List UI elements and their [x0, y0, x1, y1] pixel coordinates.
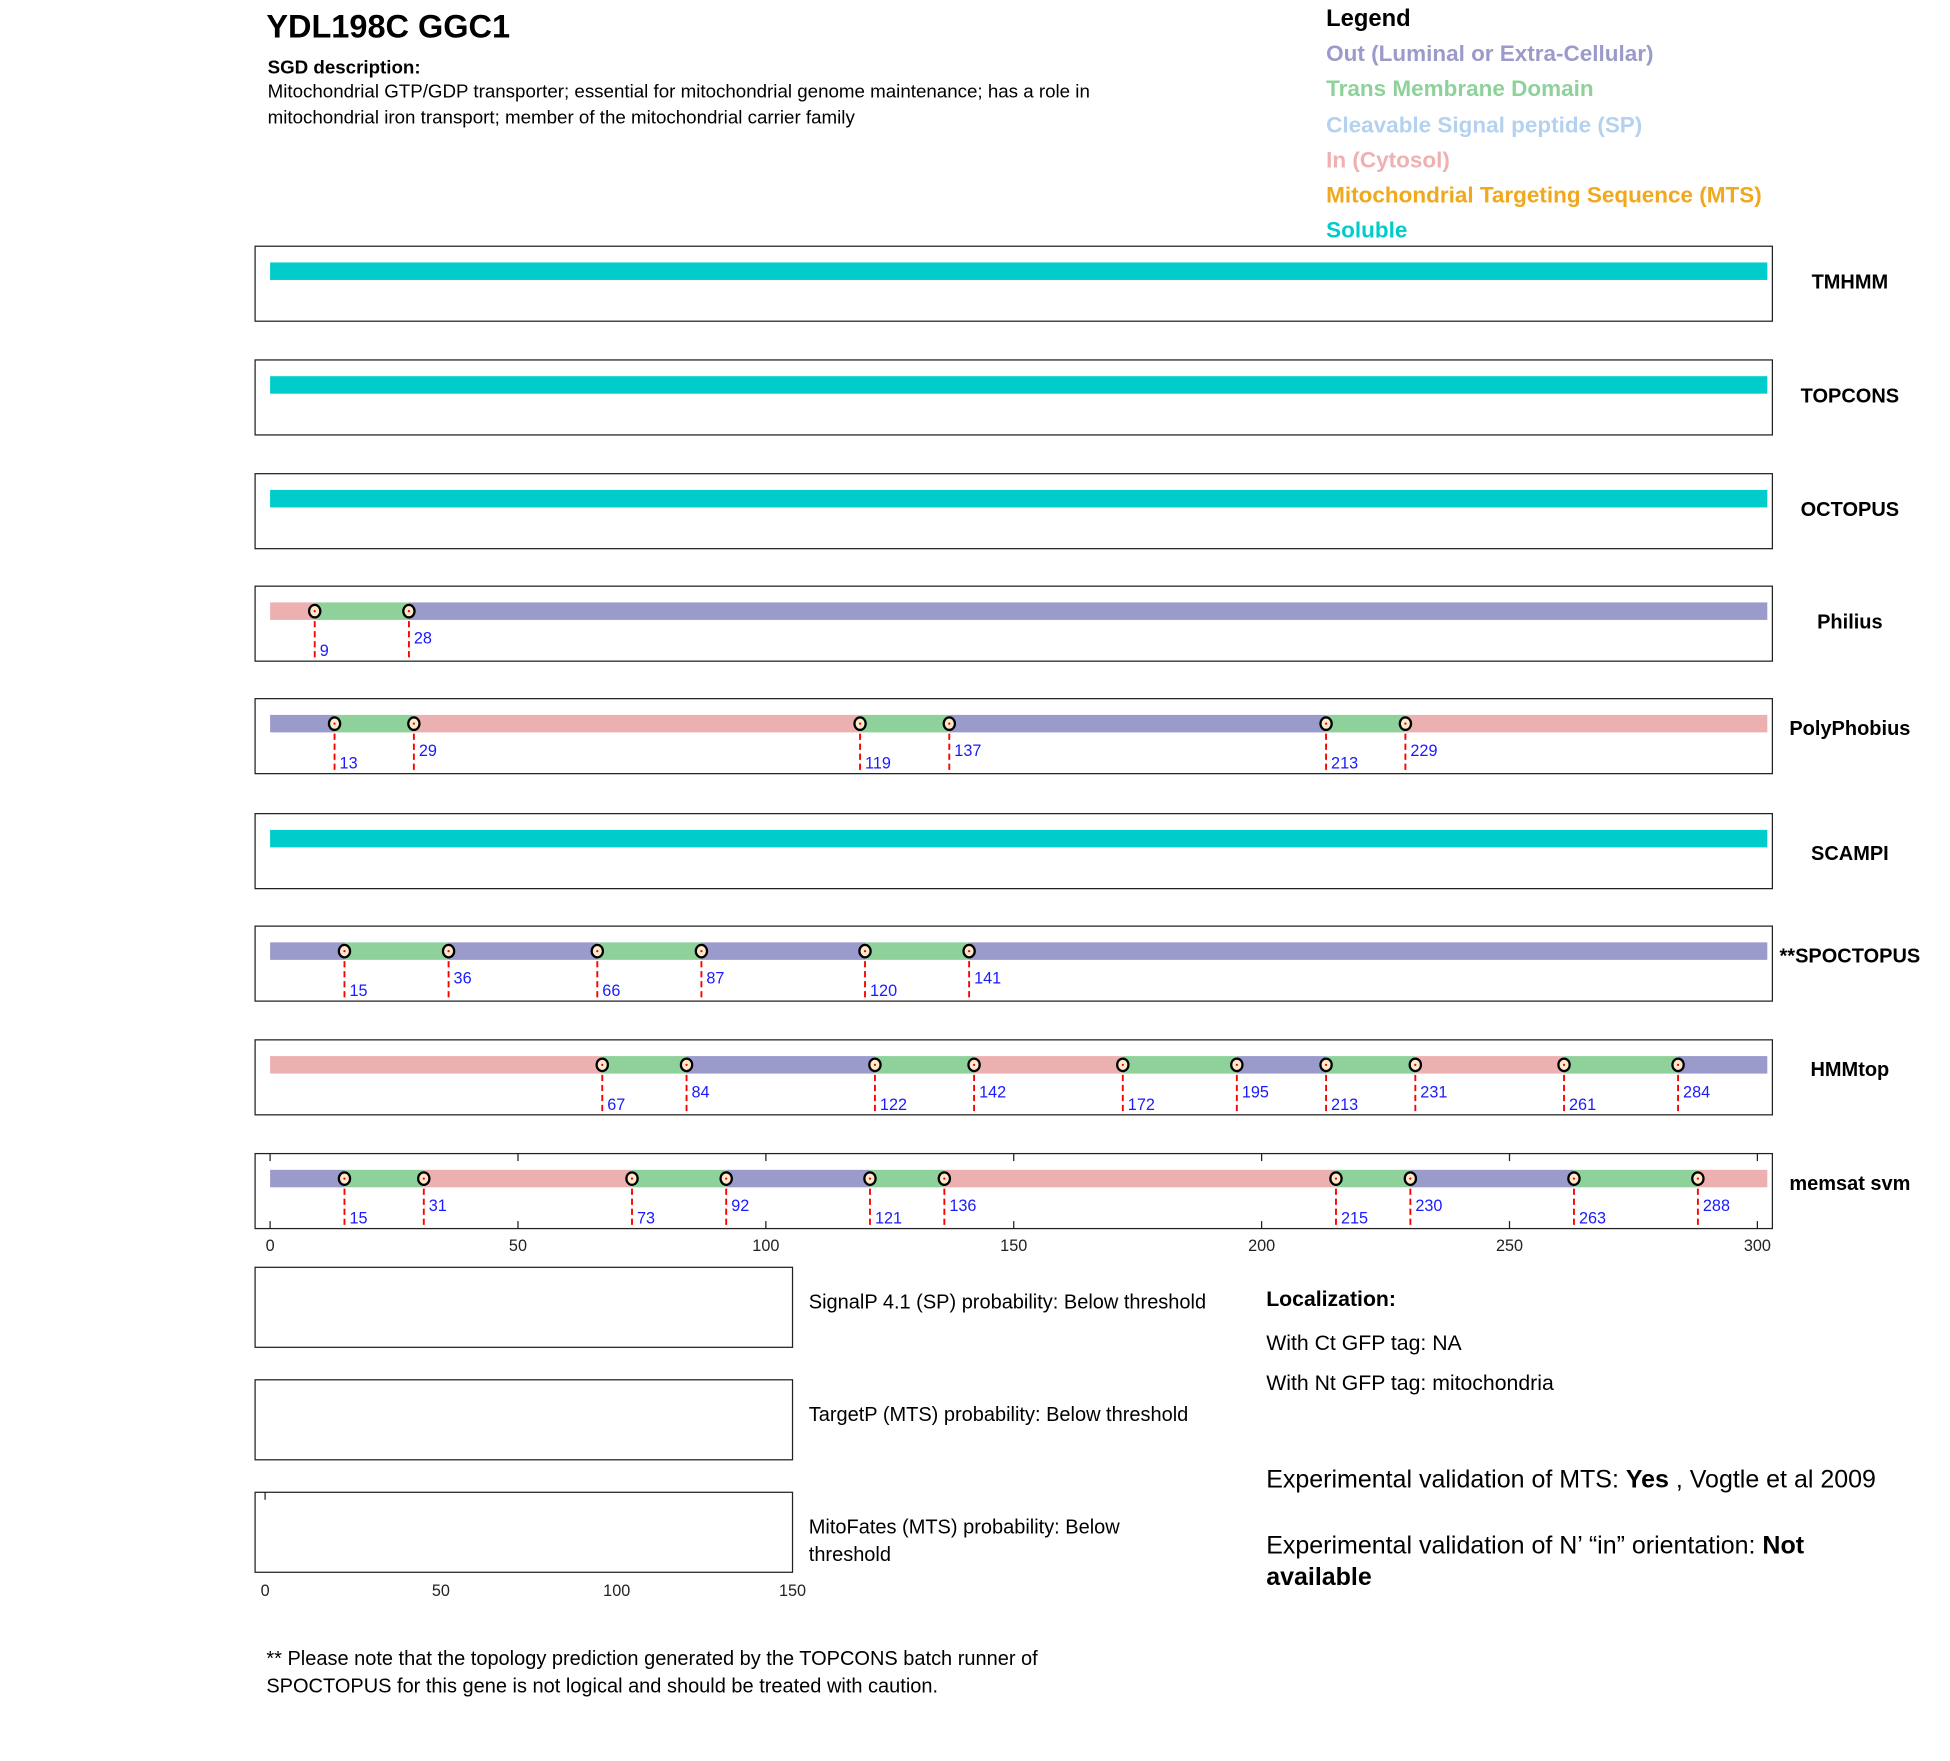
- boundary-label: 231: [1420, 1083, 1448, 1102]
- segment-tm: [315, 602, 409, 619]
- boundary-label: 31: [428, 1197, 447, 1216]
- track-label: **SPOCTOPUS: [1779, 945, 1921, 968]
- boundary-label: 263: [1578, 1209, 1607, 1228]
- segment-tm: [1326, 1056, 1415, 1073]
- boundary-label: 195: [1241, 1083, 1269, 1102]
- probability-panel-frame: [255, 1380, 792, 1460]
- boundary-marker-dot: [1325, 1064, 1327, 1066]
- boundary-label: 87: [706, 969, 725, 988]
- axis-tick-label: 300: [1743, 1237, 1771, 1256]
- probability-text: threshold: [808, 1544, 891, 1567]
- segment-out: [687, 1056, 875, 1073]
- boundary-label: 141: [974, 969, 1002, 988]
- boundary-label: 66: [602, 982, 621, 1001]
- boundary-marker-dot: [725, 1177, 727, 1179]
- segment-tm: [1336, 1170, 1410, 1187]
- footnote-line: ** Please note that the topology prediction generated by the TOPCONS batch runner of: [266, 1647, 1038, 1670]
- segment-out: [270, 715, 334, 732]
- track-label: Philius: [1817, 611, 1883, 634]
- boundary-marker-dot: [1236, 1064, 1238, 1066]
- boundary-marker-dot: [343, 1177, 345, 1179]
- localization-title: Localization:: [1266, 1287, 1396, 1312]
- track-label: HMMtop: [1810, 1059, 1890, 1082]
- boundary-label: 36: [453, 969, 472, 988]
- segment-out: [270, 1170, 344, 1187]
- segment-tm: [344, 942, 448, 959]
- boundary-label: 284: [1683, 1083, 1711, 1102]
- orientation-validation-cont: available: [1266, 1562, 1372, 1591]
- boundary-label: 67: [607, 1095, 626, 1114]
- segment-tm: [870, 1170, 944, 1187]
- boundary-marker-dot: [596, 950, 598, 952]
- boundary-marker-dot: [1325, 723, 1327, 725]
- footnote-line: SPOCTOPUS for this gene is not logical and should be treated with caution.: [266, 1675, 939, 1698]
- track-label: memsat svm: [1789, 1172, 1911, 1195]
- segment-out: [1678, 1056, 1767, 1073]
- legend-item-soluble: Soluble: [1326, 217, 1408, 243]
- track-philius: [255, 586, 1883, 661]
- boundary-label: 229: [1410, 742, 1438, 761]
- boundary-label: 230: [1415, 1197, 1443, 1216]
- boundary-label: 9: [319, 642, 329, 661]
- boundary-marker-dot: [314, 610, 316, 612]
- description-line: mitochondrial iron transport; member of the mitochondrial carrier family: [267, 106, 855, 128]
- track-hmmtop: [255, 1040, 1889, 1115]
- boundary-marker-dot: [1563, 1064, 1565, 1066]
- segment-soluble: [270, 376, 1767, 393]
- segment-in: [974, 1056, 1123, 1073]
- sgd-label: SGD description:: [267, 56, 421, 78]
- track-frame: [255, 246, 1772, 321]
- track-polyphobius: [255, 699, 1910, 774]
- track-frame: [255, 1040, 1772, 1115]
- segment-soluble: [270, 490, 1767, 507]
- track-scampi: [255, 814, 1889, 889]
- segment-out: [701, 942, 865, 959]
- segment-in: [270, 1056, 602, 1073]
- track-frame: [255, 699, 1772, 774]
- segment-tm: [1564, 1056, 1678, 1073]
- boundary-label: 215: [1340, 1209, 1369, 1228]
- boundary-label: 122: [879, 1095, 908, 1114]
- boundary-marker-dot: [601, 1064, 603, 1066]
- segment-in: [944, 1170, 1336, 1187]
- segment-in: [1405, 715, 1767, 732]
- boundary-label: 288: [1702, 1197, 1730, 1216]
- segment-tm: [865, 942, 969, 959]
- boundary-marker-dot: [700, 950, 702, 952]
- boundary-marker-dot: [413, 723, 415, 725]
- boundary-marker-dot: [943, 1177, 945, 1179]
- probability-panel-frame: [255, 1267, 792, 1347]
- axis-tick-label: 100: [752, 1237, 780, 1256]
- boundary-marker-dot: [1335, 1177, 1337, 1179]
- localization-ct: With Ct GFP tag: NA: [1266, 1330, 1462, 1355]
- mts-validation: Experimental validation of MTS: Yes , Vogtle et al 2009: [1266, 1465, 1876, 1494]
- track-frame: [255, 360, 1772, 435]
- axis-tick-label: 150: [778, 1582, 807, 1601]
- segment-tm: [1123, 1056, 1237, 1073]
- track-frame: [255, 926, 1772, 1001]
- segment-out: [726, 1170, 870, 1187]
- boundary-label: 172: [1127, 1095, 1155, 1114]
- track-tmhmm: [255, 246, 1888, 321]
- axis-tick-label: 100: [603, 1582, 631, 1601]
- boundary-marker-dot: [408, 610, 410, 612]
- track-label: OCTOPUS: [1800, 499, 1900, 522]
- legend-item-mts: Mitochondrial Targeting Sequence (MTS): [1326, 182, 1762, 208]
- boundary-marker-dot: [1677, 1064, 1679, 1066]
- boundary-label: 213: [1331, 1095, 1359, 1114]
- track-topcons: [255, 360, 1899, 435]
- boundary-marker-dot: [869, 1177, 871, 1179]
- boundary-label: 73: [637, 1209, 656, 1228]
- legend-item-out: Out (Luminal or Extra-Cellular): [1326, 41, 1654, 67]
- boundary-label: 136: [949, 1197, 977, 1216]
- axis-tick-label: 250: [1495, 1237, 1524, 1256]
- boundary-marker-dot: [859, 723, 861, 725]
- boundary-marker-dot: [948, 723, 950, 725]
- axis-tick-label: 150: [1000, 1237, 1028, 1256]
- probability-text: TargetP (MTS) probability: Below threshold: [808, 1404, 1189, 1427]
- boundary-marker-dot: [343, 950, 345, 952]
- segment-out: [1237, 1056, 1326, 1073]
- axis-tick-label: 0: [260, 1582, 270, 1601]
- track-spoctopus: [255, 926, 1920, 1001]
- boundary-label: 15: [349, 982, 368, 1001]
- legend-item-tm: Trans Membrane Domain: [1326, 76, 1594, 102]
- probability-panel-frame: [255, 1492, 792, 1572]
- boundary-label: 213: [1331, 754, 1359, 773]
- boundary-marker-dot: [1122, 1064, 1124, 1066]
- localization: [1266, 1287, 1554, 1395]
- segment-out: [969, 942, 1767, 959]
- segment-tm: [875, 1056, 974, 1073]
- boundary-label: 84: [691, 1083, 710, 1102]
- boundary-marker-dot: [631, 1177, 633, 1179]
- axis-tick-label: 0: [265, 1237, 275, 1256]
- segment-out: [1410, 1170, 1574, 1187]
- boundary-label: 121: [874, 1209, 903, 1228]
- track-frame: [255, 474, 1772, 549]
- page-title: YDL198C GGC1: [266, 8, 511, 45]
- segment-out: [270, 942, 344, 959]
- segment-in: [1415, 1056, 1564, 1073]
- probability-panels: [255, 1267, 1206, 1600]
- legend-item-sp: Cleavable Signal peptide (SP): [1326, 112, 1643, 138]
- boundary-marker-dot: [864, 950, 866, 952]
- boundary-marker-dot: [1404, 723, 1406, 725]
- boundary-label: 261: [1569, 1095, 1597, 1114]
- track-label: TOPCONS: [1800, 385, 1900, 408]
- segment-tm: [632, 1170, 726, 1187]
- boundary-label: 13: [339, 754, 358, 773]
- boundary-label: 92: [731, 1197, 750, 1216]
- boundary-marker-dot: [973, 1064, 975, 1066]
- probability-text: SignalP 4.1 (SP) probability: Below threshold: [808, 1291, 1207, 1314]
- segment-out: [449, 942, 598, 959]
- boundary-marker-dot: [423, 1177, 425, 1179]
- boundary-label: 28: [413, 629, 432, 648]
- boundary-label: 15: [349, 1209, 368, 1228]
- track-frame: [255, 1154, 1772, 1229]
- segment-tm: [335, 715, 414, 732]
- segment-out: [409, 602, 1767, 619]
- legend-title: Legend: [1326, 6, 1411, 33]
- track-label: PolyPhobius: [1789, 717, 1911, 740]
- legend: [1326, 6, 1762, 242]
- boundary-label: 119: [865, 754, 891, 773]
- segment-tm: [597, 942, 701, 959]
- localization-nt: With Nt GFP tag: mitochondria: [1266, 1370, 1554, 1395]
- boundary-marker-dot: [333, 723, 335, 725]
- boundary-marker-dot: [685, 1064, 687, 1066]
- segment-tm: [602, 1056, 686, 1073]
- axis-tick-label: 200: [1248, 1237, 1276, 1256]
- axis-tick-label: 50: [508, 1237, 528, 1256]
- segment-out: [949, 715, 1326, 732]
- boundary-marker-dot: [1409, 1177, 1411, 1179]
- boundary-marker-dot: [1414, 1064, 1416, 1066]
- segment-soluble: [270, 830, 1767, 847]
- segment-tm: [1326, 715, 1405, 732]
- boundary-label: 137: [954, 742, 982, 761]
- boundary-label: 29: [418, 742, 437, 761]
- segment-soluble: [270, 262, 1767, 279]
- boundary-marker-dot: [1697, 1177, 1699, 1179]
- boundary-label: 142: [979, 1083, 1007, 1102]
- segment-tm: [1574, 1170, 1698, 1187]
- boundary-marker-dot: [447, 950, 449, 952]
- track-frame: [255, 814, 1772, 889]
- track-frame: [255, 586, 1772, 661]
- segment-in: [414, 715, 860, 732]
- boundary-marker-dot: [968, 950, 970, 952]
- segment-in: [1698, 1170, 1767, 1187]
- track-label: TMHMM: [1811, 271, 1889, 294]
- boundary-marker-dot: [1573, 1177, 1575, 1179]
- track-octopus: [255, 474, 1899, 549]
- track-label: SCAMPI: [1811, 842, 1889, 865]
- boundary-label: 120: [870, 982, 898, 1001]
- orientation-validation: Experimental validation of N’ “in” orientation: Not: [1266, 1531, 1805, 1560]
- legend-item-in: In (Cytosol): [1326, 147, 1450, 173]
- boundary-marker-dot: [874, 1064, 876, 1066]
- description-line: Mitochondrial GTP/GDP transporter; essential for mitochondrial genome maintenance; has a role in: [267, 80, 1090, 102]
- probability-text: MitoFates (MTS) probability: Below: [808, 1516, 1120, 1539]
- track-memsatsvm: [255, 1154, 1910, 1255]
- axis-tick-label: 50: [431, 1582, 450, 1601]
- segment-tm: [860, 715, 949, 732]
- topology-tracks: [255, 246, 1920, 1255]
- segment-in: [424, 1170, 632, 1187]
- segment-tm: [344, 1170, 423, 1187]
